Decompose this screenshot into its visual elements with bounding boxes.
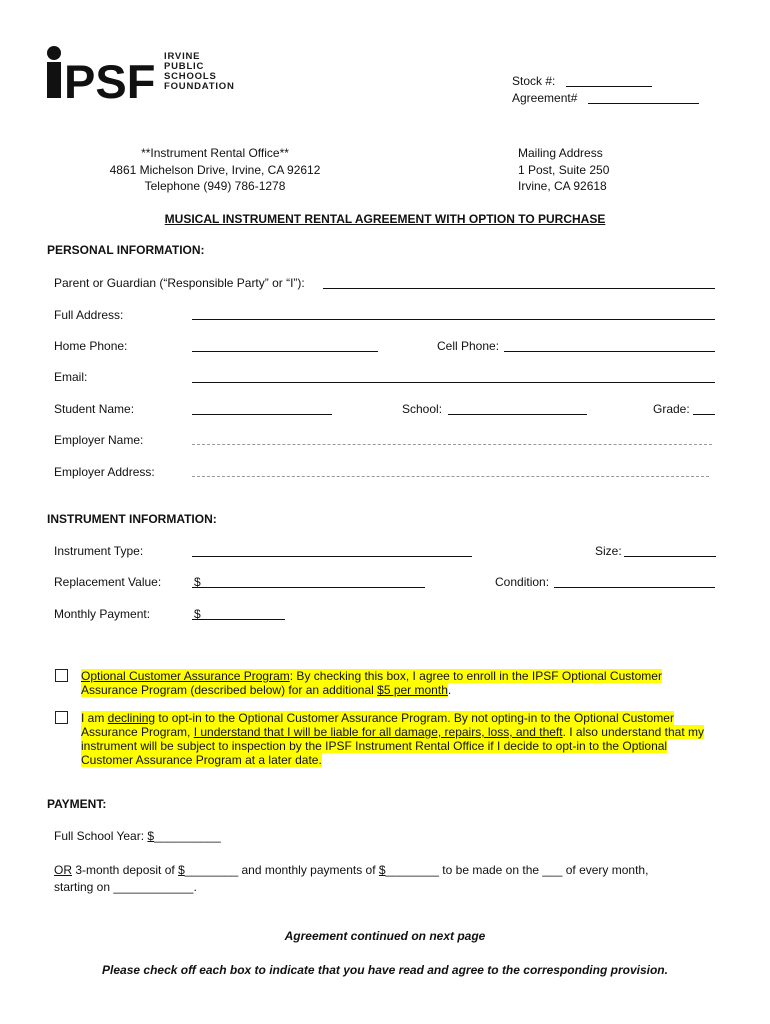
logo-line: PUBLIC xyxy=(164,61,205,72)
size-field[interactable] xyxy=(624,556,716,557)
payment-heading: PAYMENT: xyxy=(47,797,107,811)
home-phone-label: Home Phone: xyxy=(54,339,128,353)
continued-note: Agreement continued on next page xyxy=(284,929,486,943)
condition-label: Condition: xyxy=(495,575,550,589)
monthly-payment-label: Monthly Payment: xyxy=(54,607,151,621)
logo-wordmark xyxy=(164,52,235,92)
instrument-type-field[interactable] xyxy=(192,556,472,557)
condition-field[interactable] xyxy=(554,587,715,588)
logo-line: FOUNDATION xyxy=(164,81,235,92)
opt-in-end: . xyxy=(447,683,452,697)
student-name-label: Student Name: xyxy=(54,402,135,416)
employer-name-field[interactable] xyxy=(192,444,712,445)
monthly-blank[interactable]: ________ to be made on the ___ of every month, xyxy=(385,863,649,877)
deposit-blank[interactable]: ________ and monthly payments of xyxy=(184,863,379,877)
decline-liable: I understand that I will be liable for all damage, repairs, loss, and theft xyxy=(193,725,563,739)
stock-label: Stock #: xyxy=(512,74,556,88)
mailing-title: Mailing Address xyxy=(518,146,603,160)
home-phone-field[interactable] xyxy=(192,351,378,352)
full-year-line xyxy=(54,829,221,843)
employer-address-label: Employer Address: xyxy=(54,465,155,479)
full-address-label: Full Address: xyxy=(54,308,124,322)
opt-in-checkbox[interactable] xyxy=(55,669,68,682)
deposit-dollar: $ xyxy=(178,863,185,877)
decline-text xyxy=(81,711,717,767)
svg-text:PSF: PSF xyxy=(64,55,156,105)
personal-heading: PERSONAL INFORMATION: xyxy=(47,243,205,257)
replacement-value-field[interactable] xyxy=(192,587,425,588)
opt-in-amount: $5 per month xyxy=(377,683,448,697)
logo-line: SCHOOLS xyxy=(164,71,217,82)
school-label: School: xyxy=(402,402,443,416)
replacement-dollar: $ xyxy=(194,575,201,589)
opt-in-text xyxy=(81,669,717,697)
cell-phone-field[interactable] xyxy=(504,351,715,352)
opt-in-link: Optional Customer Assurance Program xyxy=(81,669,290,683)
grade-label: Grade: xyxy=(653,402,690,416)
parent-field[interactable] xyxy=(323,288,715,289)
grade-field[interactable] xyxy=(693,414,715,415)
monthly-dollar-pay: $ xyxy=(378,863,386,877)
or-label: OR xyxy=(54,863,72,877)
instrument-type-label: Instrument Type: xyxy=(54,544,144,558)
deposit-line xyxy=(54,863,648,877)
office-address: 4861 Michelson Drive, Irvine, CA 92612 xyxy=(109,163,321,177)
starting-line[interactable]: starting on ____________. xyxy=(54,880,197,894)
stock-field[interactable] xyxy=(566,86,652,87)
size-label: Size: xyxy=(595,544,622,558)
mailing-line2: Irvine, CA 92618 xyxy=(518,179,607,193)
page-title: MUSICAL INSTRUMENT RENTAL AGREEMENT WITH OPTION TO PURCHASE xyxy=(164,212,606,226)
employer-name-label: Employer Name: xyxy=(54,433,144,447)
employer-address-field[interactable] xyxy=(192,476,709,477)
student-name-field[interactable] xyxy=(192,414,332,415)
email-field[interactable] xyxy=(192,382,715,383)
logo-line: IRVINE xyxy=(164,51,201,62)
deposit-text: 3-month deposit of xyxy=(72,863,179,877)
monthly-payment-field[interactable] xyxy=(192,619,285,620)
full-year-blank[interactable]: __________ xyxy=(154,829,221,843)
office-name: **Instrument Rental Office** xyxy=(141,146,289,160)
email-label: Email: xyxy=(54,370,88,384)
mailing-line1: 1 Post, Suite 250 xyxy=(518,163,610,177)
monthly-dollar: $ xyxy=(194,607,201,621)
decline-b: to opt-in to the Optional Customer Assurance Program. By not opting-in to the Optional Customer Assurance Program, xyxy=(81,711,674,739)
full-address-field[interactable] xyxy=(192,319,715,320)
ipsf-logo-mark xyxy=(46,45,166,105)
agreement-field[interactable] xyxy=(588,103,699,104)
instruction-note: Please check off each box to indicate that you have read and agree to the corresponding provision. xyxy=(102,963,668,977)
cell-phone-label: Cell Phone: xyxy=(437,339,500,353)
decline-checkbox[interactable] xyxy=(55,711,68,724)
decline-c: . I also understand that my instrument will be subject to inspection by the IPSF Instrument Rental Office if I decide to opt-in to the Optional Customer Assurance Program at a later date. xyxy=(81,725,705,767)
replacement-value-label: Replacement Value: xyxy=(54,575,162,589)
opt-in-body: : By checking this box, I agree to enroll in the IPSF Optional Customer Assurance Program (described below) for an additional xyxy=(81,669,662,697)
office-phone: Telephone (949) 786-1278 xyxy=(144,179,286,193)
decline-a: I am xyxy=(81,711,108,725)
full-year-label: Full School Year: xyxy=(54,829,148,843)
full-year-dollar: $ xyxy=(147,829,155,843)
school-field[interactable] xyxy=(448,414,587,415)
decline-word: declining xyxy=(107,711,156,725)
agreement-label: Agreement# xyxy=(512,91,578,105)
instrument-heading: INSTRUMENT INFORMATION: xyxy=(47,512,217,526)
parent-label: Parent or Guardian (“Responsible Party” or “I”): xyxy=(54,276,305,290)
